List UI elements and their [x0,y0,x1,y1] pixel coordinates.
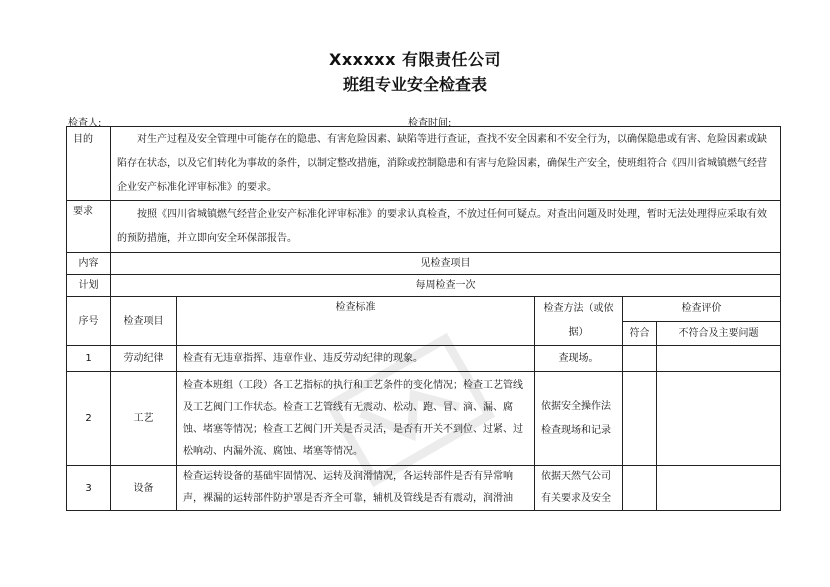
row-method: 依据安全操作法检查现场和记录 [535,372,623,466]
purpose-label: 目的 [67,127,111,201]
col-method-header: 检查方法（或依据） [535,297,623,346]
row-pass-cell[interactable] [623,466,657,511]
row-item: 劳动纪律 [111,346,177,372]
plan-value: 每周检查一次 [111,275,781,297]
row-item: 设备 [111,466,177,511]
row-item: 工艺 [111,372,177,466]
row-fail-cell[interactable] [657,466,781,511]
col-item-header: 检查项目 [111,297,177,346]
row-standard: 检查有无违章指挥、违章作业、违反劳动纪律的现象。 [177,346,535,372]
col-fail-header: 不符合及主要问题 [657,321,781,346]
row-standard: 检查运转设备的基础牢固情况、运转及润滑情况，各运转部件是否有异常响声，裸漏的运转部件防护罩是否齐全可靠，辅机及管线是否有震动，润滑油 [177,466,535,511]
col-standard-header: 检查标准 [177,297,535,346]
row-pass-cell[interactable] [623,346,657,372]
col-seq-header: 序号 [67,297,111,346]
row-seq: 1 [67,346,111,372]
plan-row [67,275,781,297]
column-header-row [67,297,781,322]
purpose-text: 对生产过程及安全管理中可能存在的隐患、有害危险因素、缺陷等进行查证，查找不安全因素和不安全行为，以确保隐患或有害、危险因素或缺陷存在状态，以及它们转化为事故的条件，以制定整改措施，消除或控制隐患和有害与危险因素，确保生产安全，使班组符合《四川省城镇燃气经营企业安产标准化评审标准》的要求。 [111,127,781,201]
content-value: 见检查项目 [111,253,781,275]
requirement-row [67,201,781,253]
content-label: 内容 [67,253,111,275]
content-row [67,253,781,275]
row-method: 依据天然气公司有关要求及安全 [535,466,623,511]
row-seq: 3 [67,466,111,511]
inspection-time-label: 检查时间: [408,118,452,129]
col-evaluation-header: 检查评价 [623,297,781,322]
table-row [67,346,781,372]
requirement-text: 按照《四川省城镇燃气经营企业安产标准化评审标准》的要求认真检查，不放过任何可疑点。对查出问题及时处理，暂时无法处理得应采取有效的预防措施，并立即向安全环保部报告。 [111,201,781,253]
col-pass-header: 符合 [623,321,657,346]
row-standard: 检查本班组（工段）各工艺指标的执行和工艺条件的变化情况；检查工艺管线及工艺阀门工作状态。检查工艺管线有无震动、松动、跑、冒、滴、漏、腐蚀、堵塞等情况；检查工艺阀门开关是否灵活，是否有开关不到位、过紧、过松响动、内漏外流、腐蚀、堵塞等情况。 [177,372,535,466]
row-fail-cell[interactable] [657,372,781,466]
table-row [67,466,781,511]
table-row [67,372,781,466]
plan-label: 计划 [67,275,111,297]
requirement-label: 要求 [67,201,111,253]
company-name: Xxxxxx 有限责任公司 [328,50,501,69]
row-fail-cell[interactable] [657,346,781,372]
row-method: 查现场。 [535,346,623,372]
form-title: 班组专业安全检查表 [342,75,487,94]
row-seq: 2 [67,372,111,466]
row-pass-cell[interactable] [623,372,657,466]
inspection-table [66,126,781,511]
inspector-label: 检查人: [68,118,102,129]
purpose-row [67,127,781,201]
